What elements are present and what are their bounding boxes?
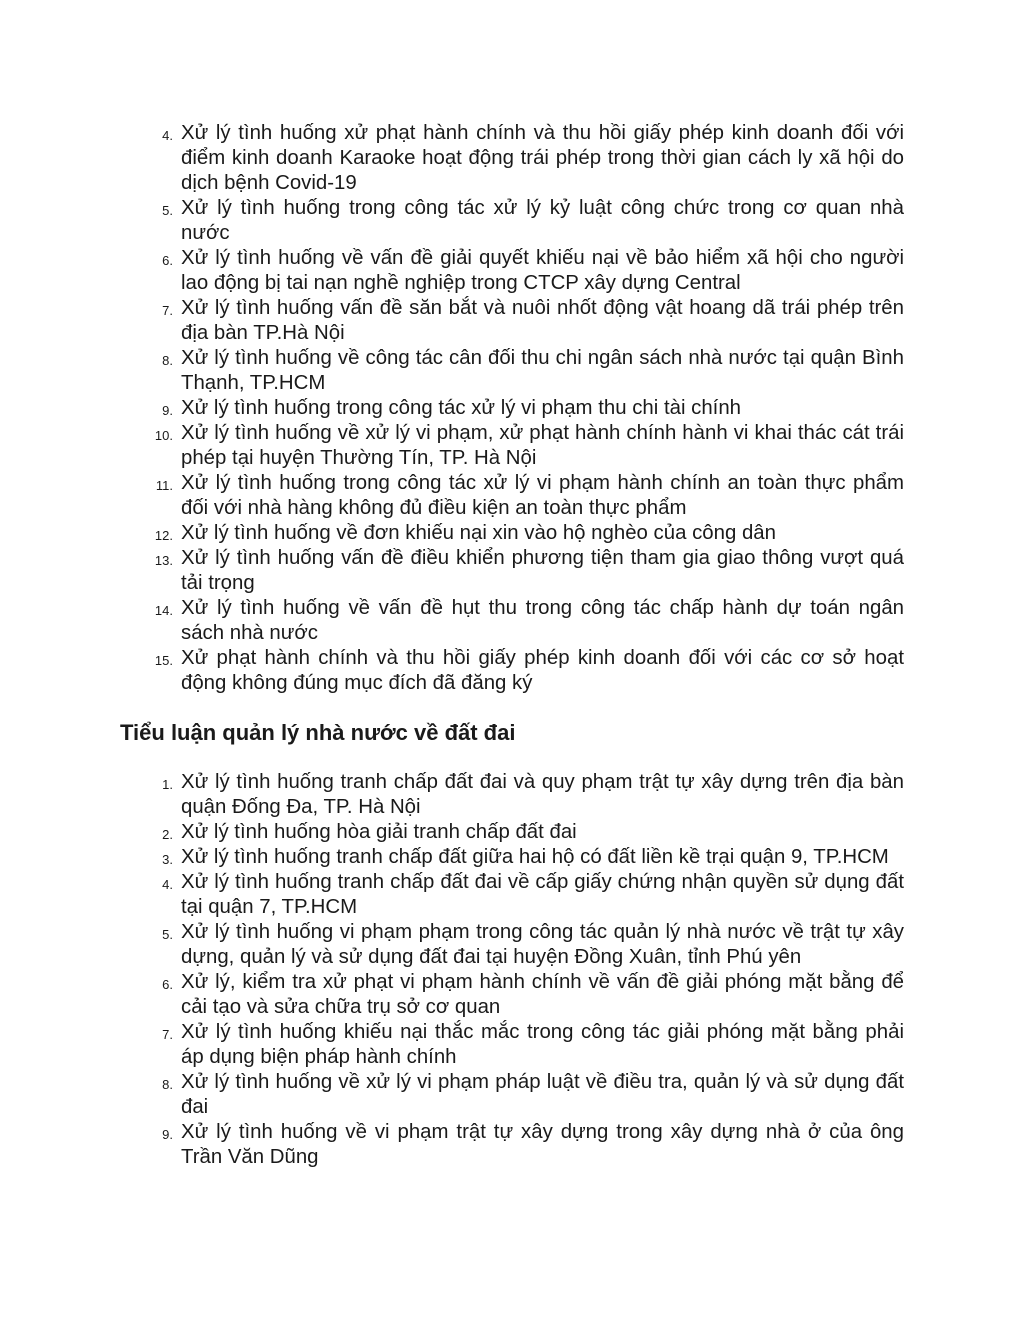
item-text: Xử lý tình huống về vấn đề hụt thu trong công tác chấp hành dự toán ngân sách nhà nước	[181, 597, 904, 644]
item-text: Xử lý tình huống về đơn khiếu nại xin vào hộ nghèo của công dân	[181, 522, 776, 544]
section-heading: Tiểu luận quản lý nhà nước về đất đai	[120, 720, 516, 745]
item-text: Xử lý, kiểm tra xử phạt vi phạm hành chính về vấn đề giải phóng mặt bằng để cải tạo và sửa chữa trụ sở cơ quan	[181, 971, 904, 1018]
list-item	[120, 196, 904, 246]
list-item	[120, 121, 904, 196]
item-number: 12.	[154, 528, 173, 543]
item-number: 9.	[162, 1127, 173, 1142]
item-text: Xử lý tình huống về xử lý vi phạm pháp luật về điều tra, quản lý và sử dụng đất đai	[181, 1071, 904, 1118]
item-text: Xử lý tình huống về vấn đề giải quyết khiếu nại về bảo hiểm xã hội cho người lao động bị tai nạn nghề nghiệp trong CTCP xây dựng Central	[181, 247, 904, 294]
item-number: 14.	[154, 603, 173, 618]
item-text: Xử lý tình huống xử phạt hành chính và thu hồi giấy phép kinh doanh đối với điểm kinh doanh Karaoke hoạt động trái phép trong thời gian cách ly xã hội do dịch bệnh Covid-19	[181, 122, 904, 194]
item-text: Xử lý tình huống vi phạm phạm trong công tác quản lý nhà nước về trật tự xây dựng, quản lý và sử dụng đất đai tại huyện Đồng Xuân, tỉnh Phú yên	[181, 921, 904, 968]
item-number: 1.	[162, 777, 173, 792]
list-item	[120, 246, 904, 296]
item-text: Xử lý tình huống tranh chấp đất đai và quy phạm trật tự xây dựng trên địa bàn quận Đống Đa, TP. Hà Nội	[181, 771, 904, 818]
list-item	[120, 546, 904, 596]
item-number: 9.	[162, 403, 173, 418]
item-text: Xử lý tình huống trong công tác xử lý vi phạm thu chi tài chính	[181, 397, 742, 419]
item-text: Xử lý tình huống về công tác cân đối thu chi ngân sách nhà nước tại quận Bình Thạnh, TP.HCM	[181, 347, 904, 394]
list-item	[120, 346, 904, 396]
item-text: Xử lý tình huống khiếu nại thắc mắc trong công tác giải phóng mặt bằng phải áp dụng biện pháp hành chính	[181, 1021, 904, 1068]
item-number: 11.	[155, 478, 173, 493]
list-item	[120, 820, 904, 845]
item-number: 4.	[162, 128, 173, 143]
list-item	[120, 646, 904, 696]
list-item	[120, 870, 904, 920]
list-item	[120, 1020, 904, 1070]
item-text: Xử lý tình huống tranh chấp đất đai về cấp giấy chứng nhận quyền sử dụng đất tại quận 7, TP.HCM	[181, 871, 904, 918]
list-item	[120, 920, 904, 970]
item-text: Xử lý tình huống vấn đề săn bắt và nuôi nhốt động vật hoang dã trái phép trên địa bàn TP.Hà Nội	[181, 297, 904, 344]
list-item	[120, 421, 904, 471]
item-number: 3.	[162, 852, 173, 867]
item-text: Xử lý tình huống về vi phạm trật tự xây dựng trong xây dựng nhà ở của ông Trần Văn Dũng	[181, 1121, 904, 1168]
item-number: 5.	[162, 203, 173, 218]
list-item	[120, 770, 904, 820]
topic-list-1	[120, 121, 904, 696]
item-text: Xử lý tình huống về xử lý vi phạm, xử phạt hành chính hành vi khai thác cát trái phép tại huyện Thường Tín, TP. Hà Nội	[181, 422, 904, 469]
item-number: 6.	[162, 977, 173, 992]
item-text: Xử lý tình huống hòa giải tranh chấp đất đai	[181, 821, 577, 843]
topic-list-2	[120, 770, 904, 1170]
item-text: Xử lý tình huống tranh chấp đất giữa hai hộ có đất liền kề trại quận 9, TP.HCM	[181, 846, 889, 868]
item-text: Xử lý tình huống vấn đề điều khiển phương tiện tham gia giao thông vượt quá tải trọng	[181, 547, 904, 594]
item-text: Xử phạt hành chính và thu hồi giấy phép kinh doanh đối với các cơ sở hoạt động không đúng mục đích đã đăng ký	[181, 647, 904, 694]
list-item	[120, 1120, 904, 1170]
item-number: 2.	[162, 827, 173, 842]
item-number: 13.	[154, 553, 173, 568]
list-item	[120, 596, 904, 646]
list-item	[120, 296, 904, 346]
item-number: 4.	[162, 877, 173, 892]
item-number: 6.	[162, 253, 173, 268]
list-item	[120, 845, 904, 870]
list-item	[120, 970, 904, 1020]
item-number: 7.	[162, 303, 173, 318]
item-number: 5.	[162, 927, 173, 942]
item-number: 10.	[154, 428, 173, 443]
list-item	[120, 471, 904, 521]
item-number: 15.	[154, 653, 173, 668]
item-number: 7.	[162, 1027, 173, 1042]
item-number: 8.	[162, 353, 173, 368]
item-text: Xử lý tình huống trong công tác xử lý kỷ luật công chức trong cơ quan nhà nước	[181, 197, 904, 244]
item-number: 8.	[162, 1077, 173, 1092]
list-item	[120, 1070, 904, 1120]
list-item	[120, 396, 904, 421]
list-item	[120, 521, 904, 546]
item-text: Xử lý tình huống trong công tác xử lý vi phạm hành chính an toàn thực phẩm đối với nhà hàng không đủ điều kiện an toàn thực phẩm	[181, 472, 904, 519]
